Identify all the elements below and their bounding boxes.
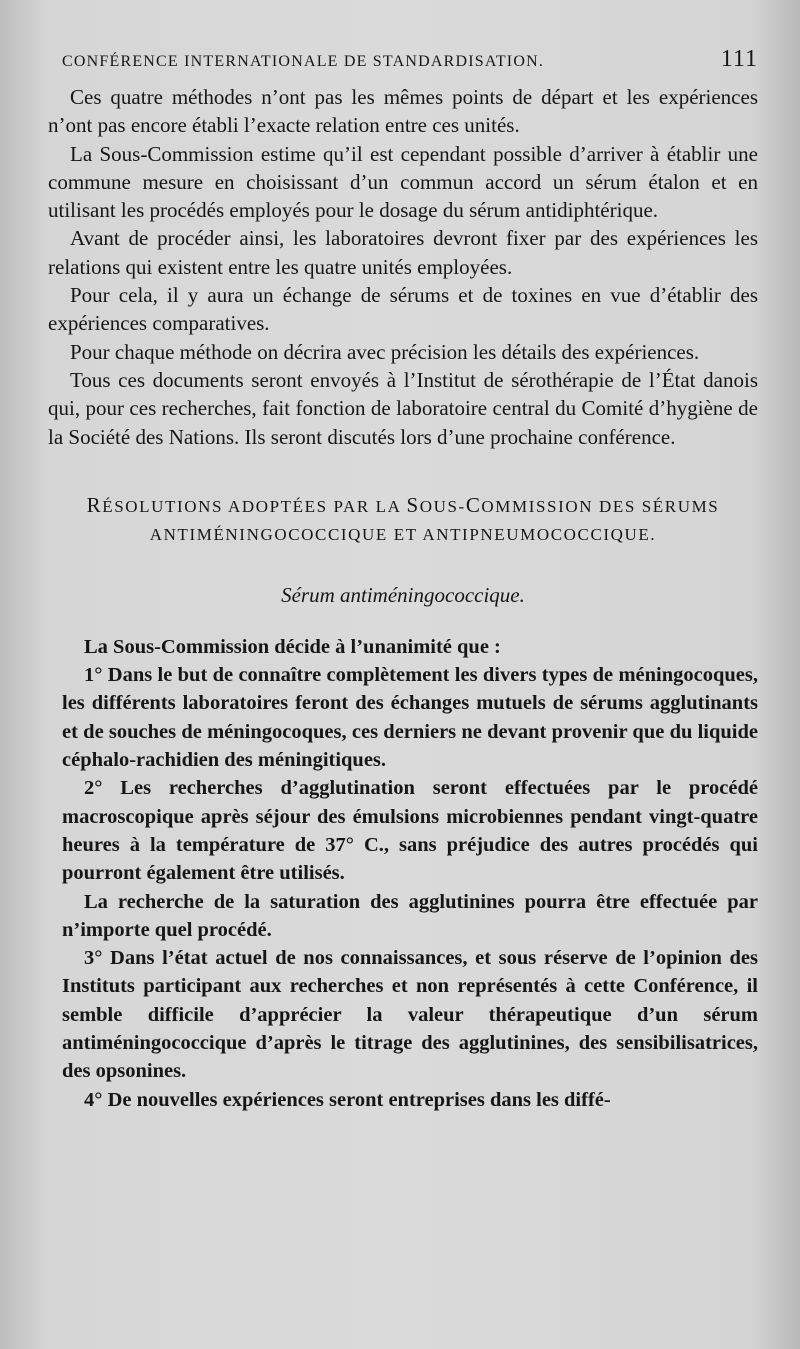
subsection-title: Sérum antiméningococcique. — [281, 582, 525, 607]
paragraph-4: Pour cela, il y aura un échange de sérums et de toxines en vue d’établir des expériences comparatives. — [48, 283, 758, 336]
section-heading-line-2: ANTIMÉNINGOCOCCIQUE ET ANTIPNEUMOCOCCIQUE. — [149, 524, 657, 544]
resolution-3: 3° Dans l’état actuel de nos connaissances, et sous réserve de l’opinion des Instituts participant aux recherches et non représentés à cette Conférence, il semble difficile d’apprécier la valeur thérapeutique d’un sérum antiméningococcique d’après le titrage des agglutinines, des sensibilisatrices, des opsonines. — [62, 947, 758, 1083]
resolution-2-note: La recherche de la saturation des agglutinines pourra être effectuée par n’importe quel procédé. — [62, 890, 758, 941]
running-head — [62, 46, 758, 73]
paragraph-1: Ces quatre méthodes n’ont pas les mêmes points de départ et les expériences n’ont pas encore établi l’exacte relation entre ces unités. — [48, 85, 758, 138]
text-block-2 — [62, 633, 758, 1114]
page-number: 111 — [720, 46, 758, 72]
resolution-4: 4° De nouvelles expériences seront entreprises dans les diffé- — [84, 1088, 611, 1111]
paragraph-5: Pour chaque méthode on décrira avec précision les détails des expériences. — [70, 339, 700, 364]
resolution-intro: La Sous-Commission décide à l’unanimité que : — [84, 635, 501, 658]
section-heading-line-1: RÉSOLUTIONS ADOPTÉES PAR LA SOUS-COMMISSION DES SÉRUMS — [86, 492, 720, 517]
text-block-1 — [48, 83, 758, 451]
running-title: CONFÉRENCE INTERNATIONALE DE STANDARDISATION. — [62, 53, 545, 70]
paragraph-2: La Sous-Commission estime qu’il est cependant possible d’arriver à établir une commune mesure en choisissant d’un commun accord un sérum étalon et en utilisant les procédés employés pour le dosage du sérum antidiphtérique. — [48, 141, 758, 223]
paragraph-6: Tous ces documents seront envoyés à l’Institut de sérothérapie de l’État danois qui, pour ces recherches, fait fonction de laboratoire central du Comité d’hygiène de la Société des Nations. Ils seront discutés lors d’une prochaine conférence. — [48, 367, 758, 449]
resolution-1: 1° Dans le but de connaître complètement les divers types de méningocoques, les différents laboratoires feront des échanges mutuels de sérums agglutinants et de souches de méningocoques, ces derniers ne devant provenir que du liquide céphalo-rachidien des méningitiques. — [62, 664, 758, 772]
paragraph-3: Avant de procéder ainsi, les laboratoires devront fixer par des expériences les relations qui existent entre les quatre unités employées. — [48, 226, 758, 279]
resolution-2: 2° Les recherches d’agglutination seront effectuées par le procédé macroscopique après séjour des émulsions microbiennes pendant vingt-quatre heures à la température de 37° C., sans préjudice des autres procédés qui pourront également être utilisés. — [62, 777, 758, 885]
section-heading — [48, 491, 758, 549]
